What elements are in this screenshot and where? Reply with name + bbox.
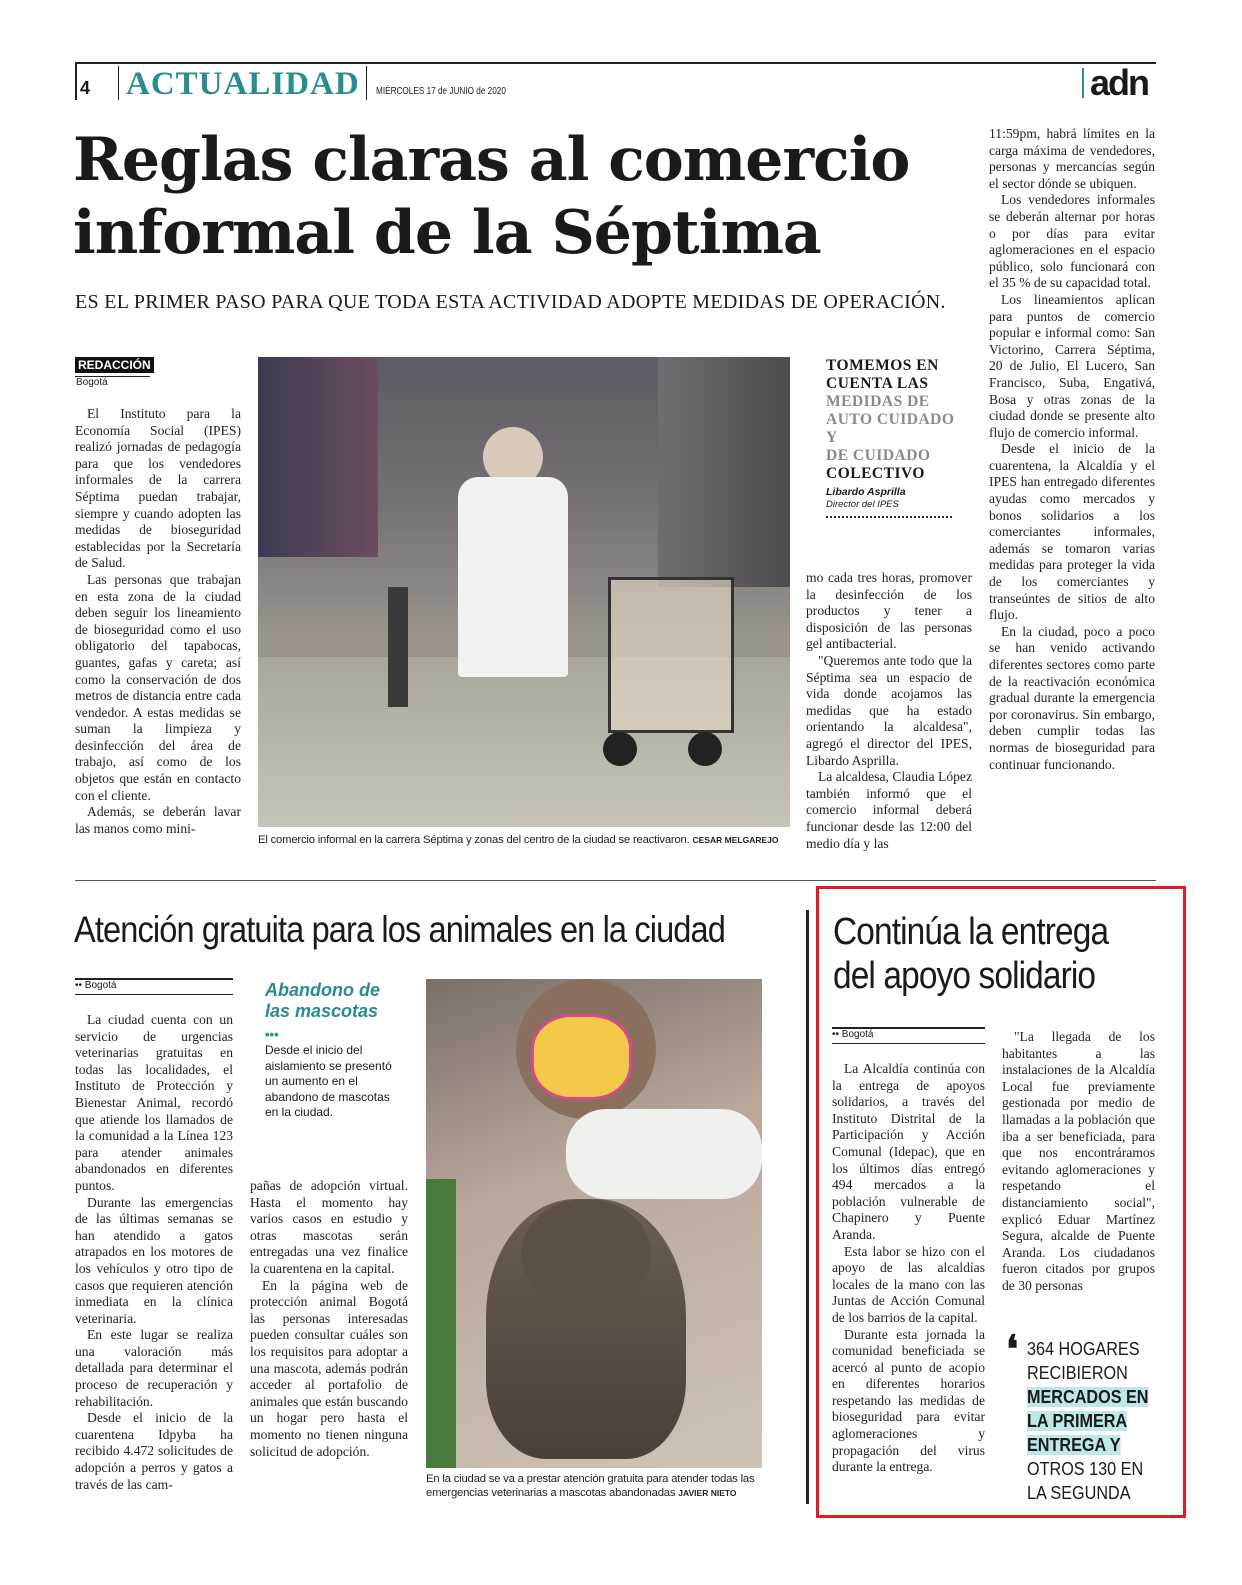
photo-face-mask — [531, 1014, 632, 1100]
paragraph: La alcaldesa, Claudia López también informó que el comercio informal deberá funcionar desde las 12:00 del medio día y las — [806, 769, 972, 851]
animals-col-2 — [250, 1178, 408, 1460]
photo-vendor-coat — [458, 477, 568, 677]
main-photo-caption — [258, 833, 798, 847]
quote-line: DE CUIDADO — [826, 447, 931, 464]
paragraph: Desde el inicio de la cuarentena Idpyba ha recibido 4.472 solicitudes de adopción a perros y gatos a través de las cam- — [75, 1410, 233, 1492]
quote-line: TOMEMOS EN CUENTA LAS — [826, 357, 939, 392]
header-divider-2 — [366, 66, 367, 100]
photo-cart — [608, 577, 734, 733]
photo-plants — [426, 1179, 456, 1468]
header-left-rule — [75, 62, 77, 100]
main-col-3 — [806, 570, 972, 852]
paragraph: En este lugar se realiza una valoración más detallada para determinar el proceso de recuperación y rehabilitación. — [75, 1327, 233, 1409]
photo-cart-wheel — [603, 732, 637, 766]
animals-location: •• Bogotá — [75, 980, 117, 991]
solidarity-location: •• Bogotá — [832, 1029, 874, 1040]
paragraph: La Alcaldía continúa con la entrega de apoyos solidarios, a través del Instituto Distrital de la Participación y Acción Comunal (Idepac), que en los últimos días entregó 494 mercados a la población vulnerable de Chapinero y Puente Aranda. — [832, 1061, 985, 1242]
paragraph: Desde el inicio de la cuarentena, la Alcaldía y el IPES han entregado diferentes ayudas como mercados y bonos solidarios a los comerciantes informales, además se tomaron varias medidas para proteger la vida de los comerciantes y transeúntes de sitios de alto flujo. — [989, 441, 1155, 623]
solidarity-bottom-rule — [832, 1043, 985, 1044]
brand-logo: adn — [1090, 62, 1149, 103]
location-text: Bogotá — [841, 1029, 874, 1040]
byline-location: Bogotá — [76, 377, 108, 388]
quote-dotted-rule — [826, 516, 952, 518]
solidarity-pull-quote — [1027, 1337, 1162, 1505]
paragraph: Durante las emergencias de las últimas semanas se han atendido a gatos atrapados en los motores de los vehículos y otro tipo de casos que requieren atención inmediata en la clínica veterinaria. — [75, 1194, 233, 1326]
caption-text: En la ciudad se va a prestar atención gratuita para atender todas las emergencias veterinarias a mascotas abandonadas — [426, 1473, 755, 1499]
paragraph: mo cada tres horas, promover la desinfección de los productos y tener a disposición de las personas gel antibacterial. — [806, 570, 972, 652]
solidarity-col-1 — [832, 1061, 985, 1476]
pull-line: OTROS 130 EN — [1027, 1459, 1144, 1479]
paragraph: Las personas que trabajan en esta zona de la ciudad deben seguir los lineamiento de bioseguridad como el uso obligatorio del tapabocas, guantes, gafas y careta; así como la conservación de dos metros de distancia entre cada vendedor. A estas medidas se suman la limpieza y desinfección del área de trabajo, así como de los objetos que están en contacto con el cliente. — [75, 571, 241, 803]
paragraph: pañas de adopción virtual. Hasta el momento hay varios casos en estudio y otras mascotas serán entregadas una vez finalice la cuarentena en la capital. — [250, 1178, 408, 1276]
paragraph: En la ciudad, poco a poco se han venido activando diferentes sectores como parte de la reactivación económica gradual durante la emergencia por coronavirus. Sin embargo, deben cumplir todas las normas de bioseguridad para continuar funcionando. — [989, 623, 1155, 772]
pull-highlight: LA PRIMERA — [1027, 1411, 1128, 1431]
animals-bottom-rule — [75, 994, 233, 995]
photo-credit: CESAR MELGAREJO — [692, 835, 779, 845]
photo-building-right — [658, 357, 790, 587]
photo-cat-head — [521, 1199, 651, 1309]
photo-glove — [566, 1109, 762, 1199]
quote-line: COLECTIVO — [826, 465, 925, 482]
quote-role: Director del IPES — [826, 499, 899, 510]
paragraph: 11:59pm, habrá límites en la carga máxima de vendedores, personas y mercancías según el sector dónde se ubiquen. — [989, 126, 1155, 191]
solidarity-col-2 — [1002, 1029, 1155, 1295]
animals-headline: Atención gratuita para los animales en la ciudad — [74, 909, 726, 950]
pull-quote — [826, 357, 956, 518]
pull-highlight: ENTREGA Y — [1027, 1435, 1121, 1455]
pull-line: 364 HOGARES — [1027, 1339, 1140, 1359]
headline-line-2: del apoyo solidario — [833, 955, 1096, 997]
header-divider — [118, 66, 119, 100]
animals-sidebar-text: Desde el inicio del aislamiento se presentó un aumento en el abandono de mascotas en la ciudad. — [265, 1043, 392, 1119]
location-text: Bogotá — [84, 980, 117, 991]
paragraph: Además, se deberán lavar las manos como mini- — [75, 804, 241, 836]
paragraph: Los lineamientos aplican para puntos de comercio popular e informal como: San Victorino, Carrera Séptima, 20 de Julio, El Lucero, San Francisco, Suba, Engativá, Bosa y otras zonas de la ciudad donde se presente alto flujo de comercio informal. — [989, 291, 1155, 440]
cat-photo — [426, 979, 762, 1468]
quote-author: Libardo Asprilla — [826, 486, 906, 498]
animals-col-1 — [75, 1012, 233, 1493]
solidarity-headline — [833, 910, 1132, 998]
byline: REDACCIÓN — [75, 357, 154, 373]
quote-line: MEDIDAS DE AUTO CUIDADO Y — [826, 393, 955, 446]
section-name: ACTUALIDAD — [126, 66, 360, 102]
paragraph: La ciudad cuenta con un servicio de urgencias veterinarias gratuitas en todas las localidades, el Instituto de Protección y Bienestar Animal, recordó que atiende los llamados de la comunidad a la Línea 123 para atender animales abandonados en diferentes puntos. — [75, 1012, 233, 1193]
paragraph: "Queremos ante todo que la Séptima sea un espacio de vida donde acojamos las medidas que ha estado orientando la alcaldesa", agregó el director del IPES, Libardo Asprilla. — [806, 652, 972, 768]
section-divider — [75, 880, 1156, 881]
page-number: 4 — [80, 78, 91, 98]
headline-line-2: informal de la Séptima — [73, 198, 821, 268]
paragraph: Durante esta jornada la comunidad beneficiada se acercó al punto de acopio en diferentes horarios respetando las medidas de bioseguridad para evitar aglomeraciones y propagación del virus durante la entrega. — [832, 1326, 985, 1475]
paragraph: Esta labor se hizo con el apoyo de las alcaldías locales de la mano con las Juntas de Acción Comunal de los barrios de la capital. — [832, 1243, 985, 1325]
pull-line: RECIBIERON — [1027, 1363, 1128, 1383]
headline-line-1: Reglas claras al comercio — [73, 125, 910, 195]
vertical-divider — [806, 910, 809, 1504]
pull-line: LA SEGUNDA — [1027, 1483, 1131, 1503]
brand-bar — [1082, 68, 1084, 98]
caption-text: El comercio informal en la carrera Séptima y zonas del centro de la ciudad se reactivaron. — [258, 834, 690, 846]
animals-sidebar-title: Abandono de las mascotas — [265, 980, 380, 1021]
main-col-4 — [989, 126, 1155, 773]
photo-building-left — [258, 357, 378, 557]
main-col-1 — [75, 406, 241, 837]
animals-photo-caption — [426, 1472, 766, 1500]
paragraph: "La llegada de los habitantes a las instalaciones de la Alcaldía Local fue previamente gestionada por medio de llamadas a la población que iba a ser beneficiada, para que nos encontráramos evitando aglomeraciones y respetando el distanciamiento social", explicó Eduar Martínez Segura, alcalde de Puente Aranda. Los ciudadanos fueron citados por grupos de 30 personas — [1002, 1029, 1155, 1293]
pull-highlight: MERCADOS EN — [1027, 1387, 1149, 1407]
headline-line-1: Continúa la entrega — [833, 911, 1109, 953]
quote-mark-icon: ❛ — [1006, 1329, 1019, 1371]
header-top-rule — [75, 62, 1156, 64]
photo-credit: JAVIER NIETO — [678, 1488, 737, 1498]
sidebar-dots: ••• — [265, 1027, 279, 1042]
main-subtitle: ES EL PRIMER PASO PARA QUE TODA ESTA ACTIVIDAD ADOPTE MEDIDAS DE OPERACIÓN. — [75, 291, 946, 313]
photo-cart-wheel — [688, 732, 722, 766]
paragraph: En la página web de protección animal Bogotá las personas interesadas pueden consultar cuáles son los requisitos para adoptar a una mascota, además podrán acceder al portafolio de animales que están buscando un hogar pero hasta el momento no tienen ninguna solicitud de adopción. — [250, 1277, 408, 1459]
main-headline — [73, 124, 973, 270]
photo-bollard — [388, 587, 408, 707]
issue-date: MIÉRCOLES 17 de JUNIO de 2020 — [376, 86, 506, 97]
paragraph: El Instituto para la Economía Social (IPES) realizó jornadas de pedagogía para que los vendedores informales de la carrera Séptima puedan trabajar, siempre y cuando adopten las medidas de bioseguridad establecidas por la Secretaría de Salud. — [75, 406, 241, 571]
paragraph: Los vendedores informales se deberán alternar por horas o por días para evitar aglomeraciones en el espacio público, solo funcionará con el 35 % de su capacidad total. — [989, 192, 1155, 291]
street-vendor-photo — [258, 357, 790, 827]
